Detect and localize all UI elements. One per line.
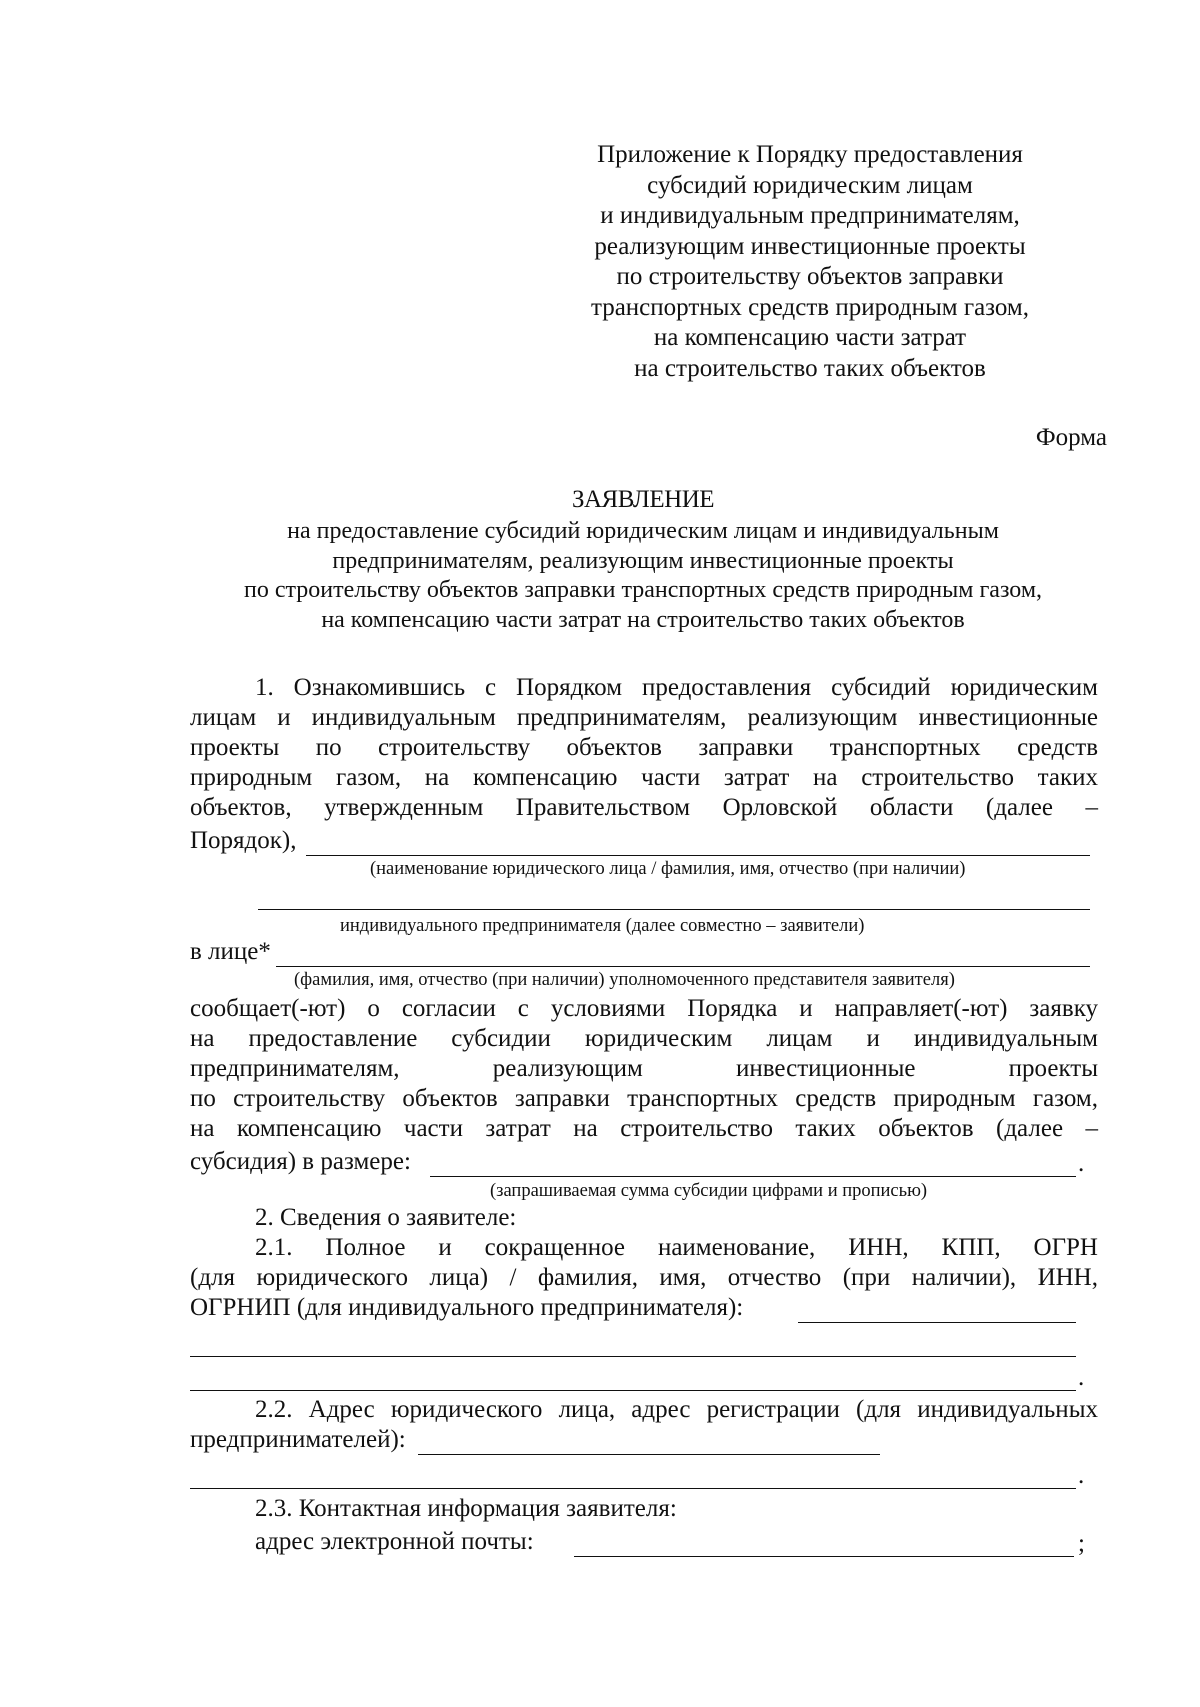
end-period: . xyxy=(1078,1364,1085,1391)
appendix-line: субсидий юридическим лицам xyxy=(647,171,973,199)
paragraph-line: лицам и индивидуальным предпринимателям, реализующим инвестиционные xyxy=(190,704,1098,731)
applicant-ip-hint: индивидуального предпринимателя (далее совместно – заявители) xyxy=(340,916,865,936)
section-1-paragraph xyxy=(190,673,1098,823)
section-2-3-heading: 2.3. Контактная информация заявителя: xyxy=(255,1495,677,1522)
paragraph-line: на предоставление субсидии юридическим лицам и индивидуальным xyxy=(190,1025,1098,1052)
end-semicolon: ; xyxy=(1078,1530,1085,1557)
s21-field[interactable] xyxy=(798,1322,1076,1323)
representative-hint: (фамилия, имя, отчество (при наличии) уполномоченного представителя заявителя) xyxy=(294,970,955,990)
section-1-paragraph-2 xyxy=(190,994,1098,1144)
subtitle-line: на компенсацию части затрат на строительство таких объектов xyxy=(321,606,965,633)
form-label: Форма xyxy=(1035,424,1107,451)
paragraph-line: предпринимателям, реализующим инвестиционные проекты xyxy=(190,1055,1098,1082)
document-subtitle xyxy=(0,517,1200,635)
appendix-line: на строительство таких объектов xyxy=(634,354,986,382)
subtitle-line: предпринимателям, реализующим инвестиционные проекты xyxy=(332,547,954,574)
s22-field[interactable] xyxy=(418,1454,880,1455)
paragraph-line: 2.2. Адрес юридического лица, адрес регистрации (для индивидуальных xyxy=(255,1396,1098,1423)
paragraph-line: по строительству объектов заправки транспортных средств природным газом, xyxy=(190,1085,1098,1112)
s21-field-2[interactable] xyxy=(190,1356,1076,1357)
subtitle-line: на предоставление субсидий юридическим лицам и индивидуальным xyxy=(287,518,999,544)
paragraph-line: 1. Ознакомившись с Порядком предоставления субсидий юридическим xyxy=(255,674,1098,701)
amount-field[interactable] xyxy=(430,1176,1076,1177)
s22-field-2[interactable] xyxy=(190,1488,1076,1489)
s21-field-3[interactable] xyxy=(190,1390,1076,1391)
paragraph-line: природным газом, на компенсацию части затрат на строительство таких xyxy=(190,764,1098,791)
s22-last-line: предпринимателей): xyxy=(190,1426,406,1453)
paragraph-line: на компенсацию части затрат на строительство таких объектов (далее – xyxy=(190,1115,1098,1142)
appendix-line: и индивидуальным предпринимателям, xyxy=(600,202,1020,229)
appendix-line: Приложение к Порядку предоставления xyxy=(597,141,1023,168)
end-period: . xyxy=(1078,1462,1085,1489)
section-2-1-paragraph xyxy=(190,1233,1098,1293)
document-title: ЗАЯВЛЕНИЕ xyxy=(571,486,715,513)
paragraph-line: проекты по строительству объектов заправки транспортных средств xyxy=(190,734,1098,761)
email-field[interactable] xyxy=(574,1556,1074,1557)
paragraph-line: (для юридического лица) / фамилия, имя, отчество (при наличии), ИНН, xyxy=(190,1264,1098,1291)
section-2-heading: 2. Сведения о заявителе: xyxy=(255,1204,517,1231)
representative-field[interactable] xyxy=(276,966,1090,967)
paragraph-line: объектов, утвержденным Правительством Орловской области (далее – xyxy=(190,794,1098,821)
appendix-line: реализующим инвестиционные проекты xyxy=(594,232,1026,260)
appendix-line: на компенсацию части затрат xyxy=(653,324,967,351)
v-litse-label: в лице* xyxy=(190,938,271,965)
paragraph-line: 2.1. Полное и сокращенное наименование, ИНН, КПП, ОГРН xyxy=(255,1234,1098,1261)
appendix-line: по строительству объектов заправки xyxy=(616,263,1004,290)
end-period: . xyxy=(1078,1150,1085,1177)
appendix-line: транспортных средств природным газом, xyxy=(590,293,1030,321)
applicant-name-field-2[interactable] xyxy=(258,909,1090,910)
section-2-2-paragraph xyxy=(190,1395,1098,1425)
appendix-header xyxy=(560,140,1060,384)
subtitle-line: по строительству объектов заправки транспортных средств природным газом, xyxy=(243,577,1043,603)
amount-label: субсидия) в размере: xyxy=(190,1148,411,1175)
applicant-name-hint: (наименование юридического лица / фамилия, имя, отчество (при наличии) xyxy=(370,859,966,879)
s21-last-line: ОГРНИП (для индивидуального предпринимателя): xyxy=(190,1294,744,1321)
poryadok-label: Порядок), xyxy=(190,827,297,854)
applicant-name-field[interactable] xyxy=(306,855,1090,856)
amount-hint: (запрашиваемая сумма субсидии цифрами и прописью) xyxy=(490,1181,928,1201)
paragraph-line: сообщает(-ют) о согласии с условиями Порядка и направляет(-ют) заявку xyxy=(190,995,1098,1022)
email-label: адрес электронной почты: xyxy=(255,1528,534,1555)
